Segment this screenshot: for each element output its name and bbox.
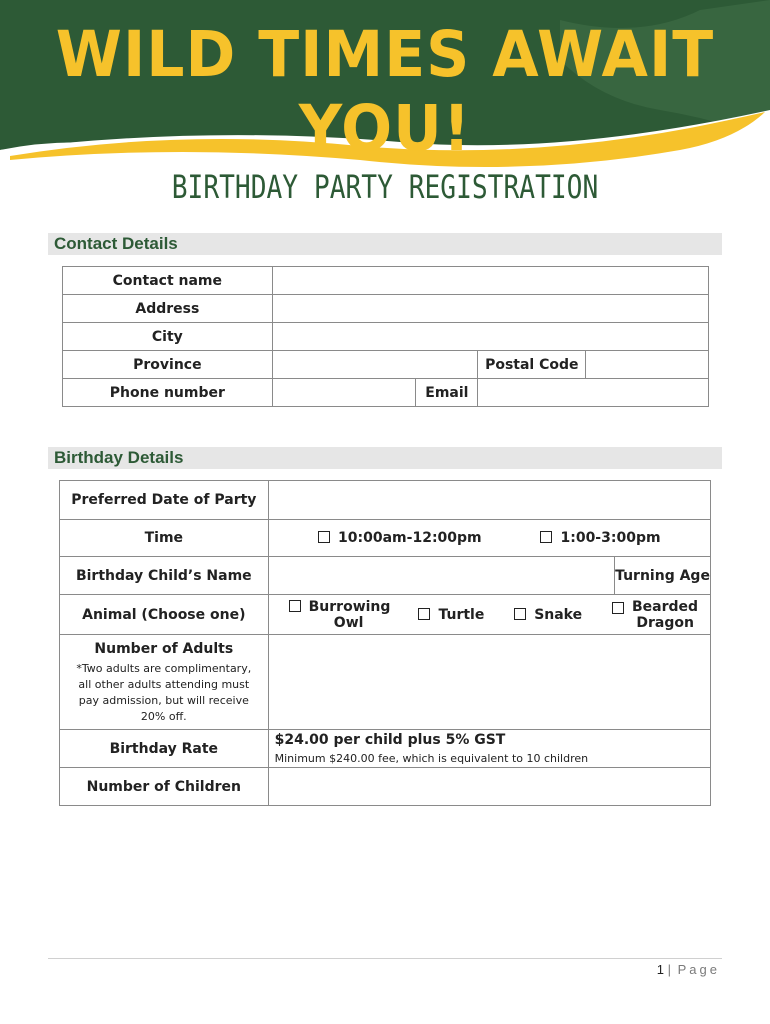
preferred-date-field[interactable] (268, 481, 710, 520)
table-row (63, 323, 709, 351)
city-field[interactable] (272, 323, 708, 351)
table-row (60, 635, 711, 730)
time-option-afternoon[interactable] (540, 530, 660, 546)
table-row (60, 481, 711, 520)
label-phone: Phone number (63, 379, 273, 407)
table-row (63, 379, 709, 407)
contact-table (62, 266, 709, 407)
birthday-table (59, 480, 711, 806)
email-field[interactable] (478, 379, 709, 407)
page-word: Page (677, 962, 720, 977)
label-children: Number of Children (60, 768, 269, 806)
label-adults: Number of Adults (94, 641, 234, 657)
label-turning-age: Turning Age (615, 557, 711, 595)
table-row (60, 768, 711, 806)
address-field[interactable] (272, 295, 708, 323)
option-label: 10:00am-12:00pm (338, 530, 482, 546)
option-label: 1:00-3:00pm (560, 530, 661, 546)
child-name-field[interactable] (268, 557, 614, 595)
table-row (63, 351, 709, 379)
page-separator: | (667, 962, 674, 977)
time-option-morning[interactable] (318, 530, 482, 546)
label-city: City (63, 323, 273, 351)
label-address: Address (63, 295, 273, 323)
adults-field[interactable] (268, 635, 710, 730)
section-title: Contact Details (54, 234, 178, 253)
section-title: Birthday Details (54, 448, 184, 467)
animal-option-snake[interactable] (514, 607, 582, 623)
headline: WILD TIMES AWAIT YOU! (55, 18, 715, 166)
children-field[interactable] (268, 768, 710, 806)
animal-option-owl[interactable] (289, 599, 389, 631)
adults-label-cell (60, 635, 269, 730)
province-field[interactable] (272, 351, 478, 379)
rate-minimum: Minimum $240.00 fee, which is equivalent to 10 children (274, 752, 589, 765)
animal-option-turtle[interactable] (418, 607, 484, 623)
label-rate: Birthday Rate (60, 730, 269, 768)
animal-option-dragon[interactable] (612, 598, 699, 631)
label-time: Time (60, 520, 269, 557)
adults-note: *Two adults are complimentary, all other adults attending must pay admission, but will receive 20% off. (76, 662, 252, 723)
birthday-section-header (48, 447, 722, 469)
option-label: Turtle (438, 606, 485, 623)
checkbox-icon[interactable] (418, 608, 430, 620)
checkbox-icon[interactable] (612, 602, 624, 614)
table-row (63, 267, 709, 295)
time-options (268, 520, 710, 557)
table-row (60, 520, 711, 557)
label-email: Email (416, 379, 478, 407)
table-row (60, 730, 711, 768)
phone-field[interactable] (272, 379, 416, 407)
table-row (60, 557, 711, 595)
option-label: Burrowing Owl (308, 598, 391, 631)
label-postal-code: Postal Code (478, 351, 586, 379)
checkbox-icon[interactable] (540, 531, 552, 543)
option-label: Snake (534, 606, 583, 623)
contact-section-header (48, 233, 722, 255)
option-label: Bearded Dragon (631, 598, 699, 631)
postal-code-field[interactable] (586, 351, 709, 379)
label-animal: Animal (Choose one) (60, 595, 269, 635)
label-contact-name: Contact name (63, 267, 273, 295)
contact-name-field[interactable] (272, 267, 708, 295)
label-province: Province (63, 351, 273, 379)
animal-options (268, 595, 710, 635)
label-preferred-date: Preferred Date of Party (60, 481, 269, 520)
table-row (60, 595, 711, 635)
page-number-value: 1 (656, 962, 664, 977)
checkbox-icon[interactable] (318, 531, 330, 543)
rate-amount: $24.00 per child plus 5% GST (274, 732, 506, 748)
checkbox-icon[interactable] (514, 608, 526, 620)
table-row (63, 295, 709, 323)
page-number (657, 962, 720, 977)
form-title: BIRTHDAY PARTY REGISTRATION (171, 168, 599, 206)
footer-divider (48, 958, 722, 959)
rate-cell (268, 730, 710, 768)
checkbox-icon[interactable] (289, 600, 301, 612)
label-child-name: Birthday Child’s Name (60, 557, 269, 595)
